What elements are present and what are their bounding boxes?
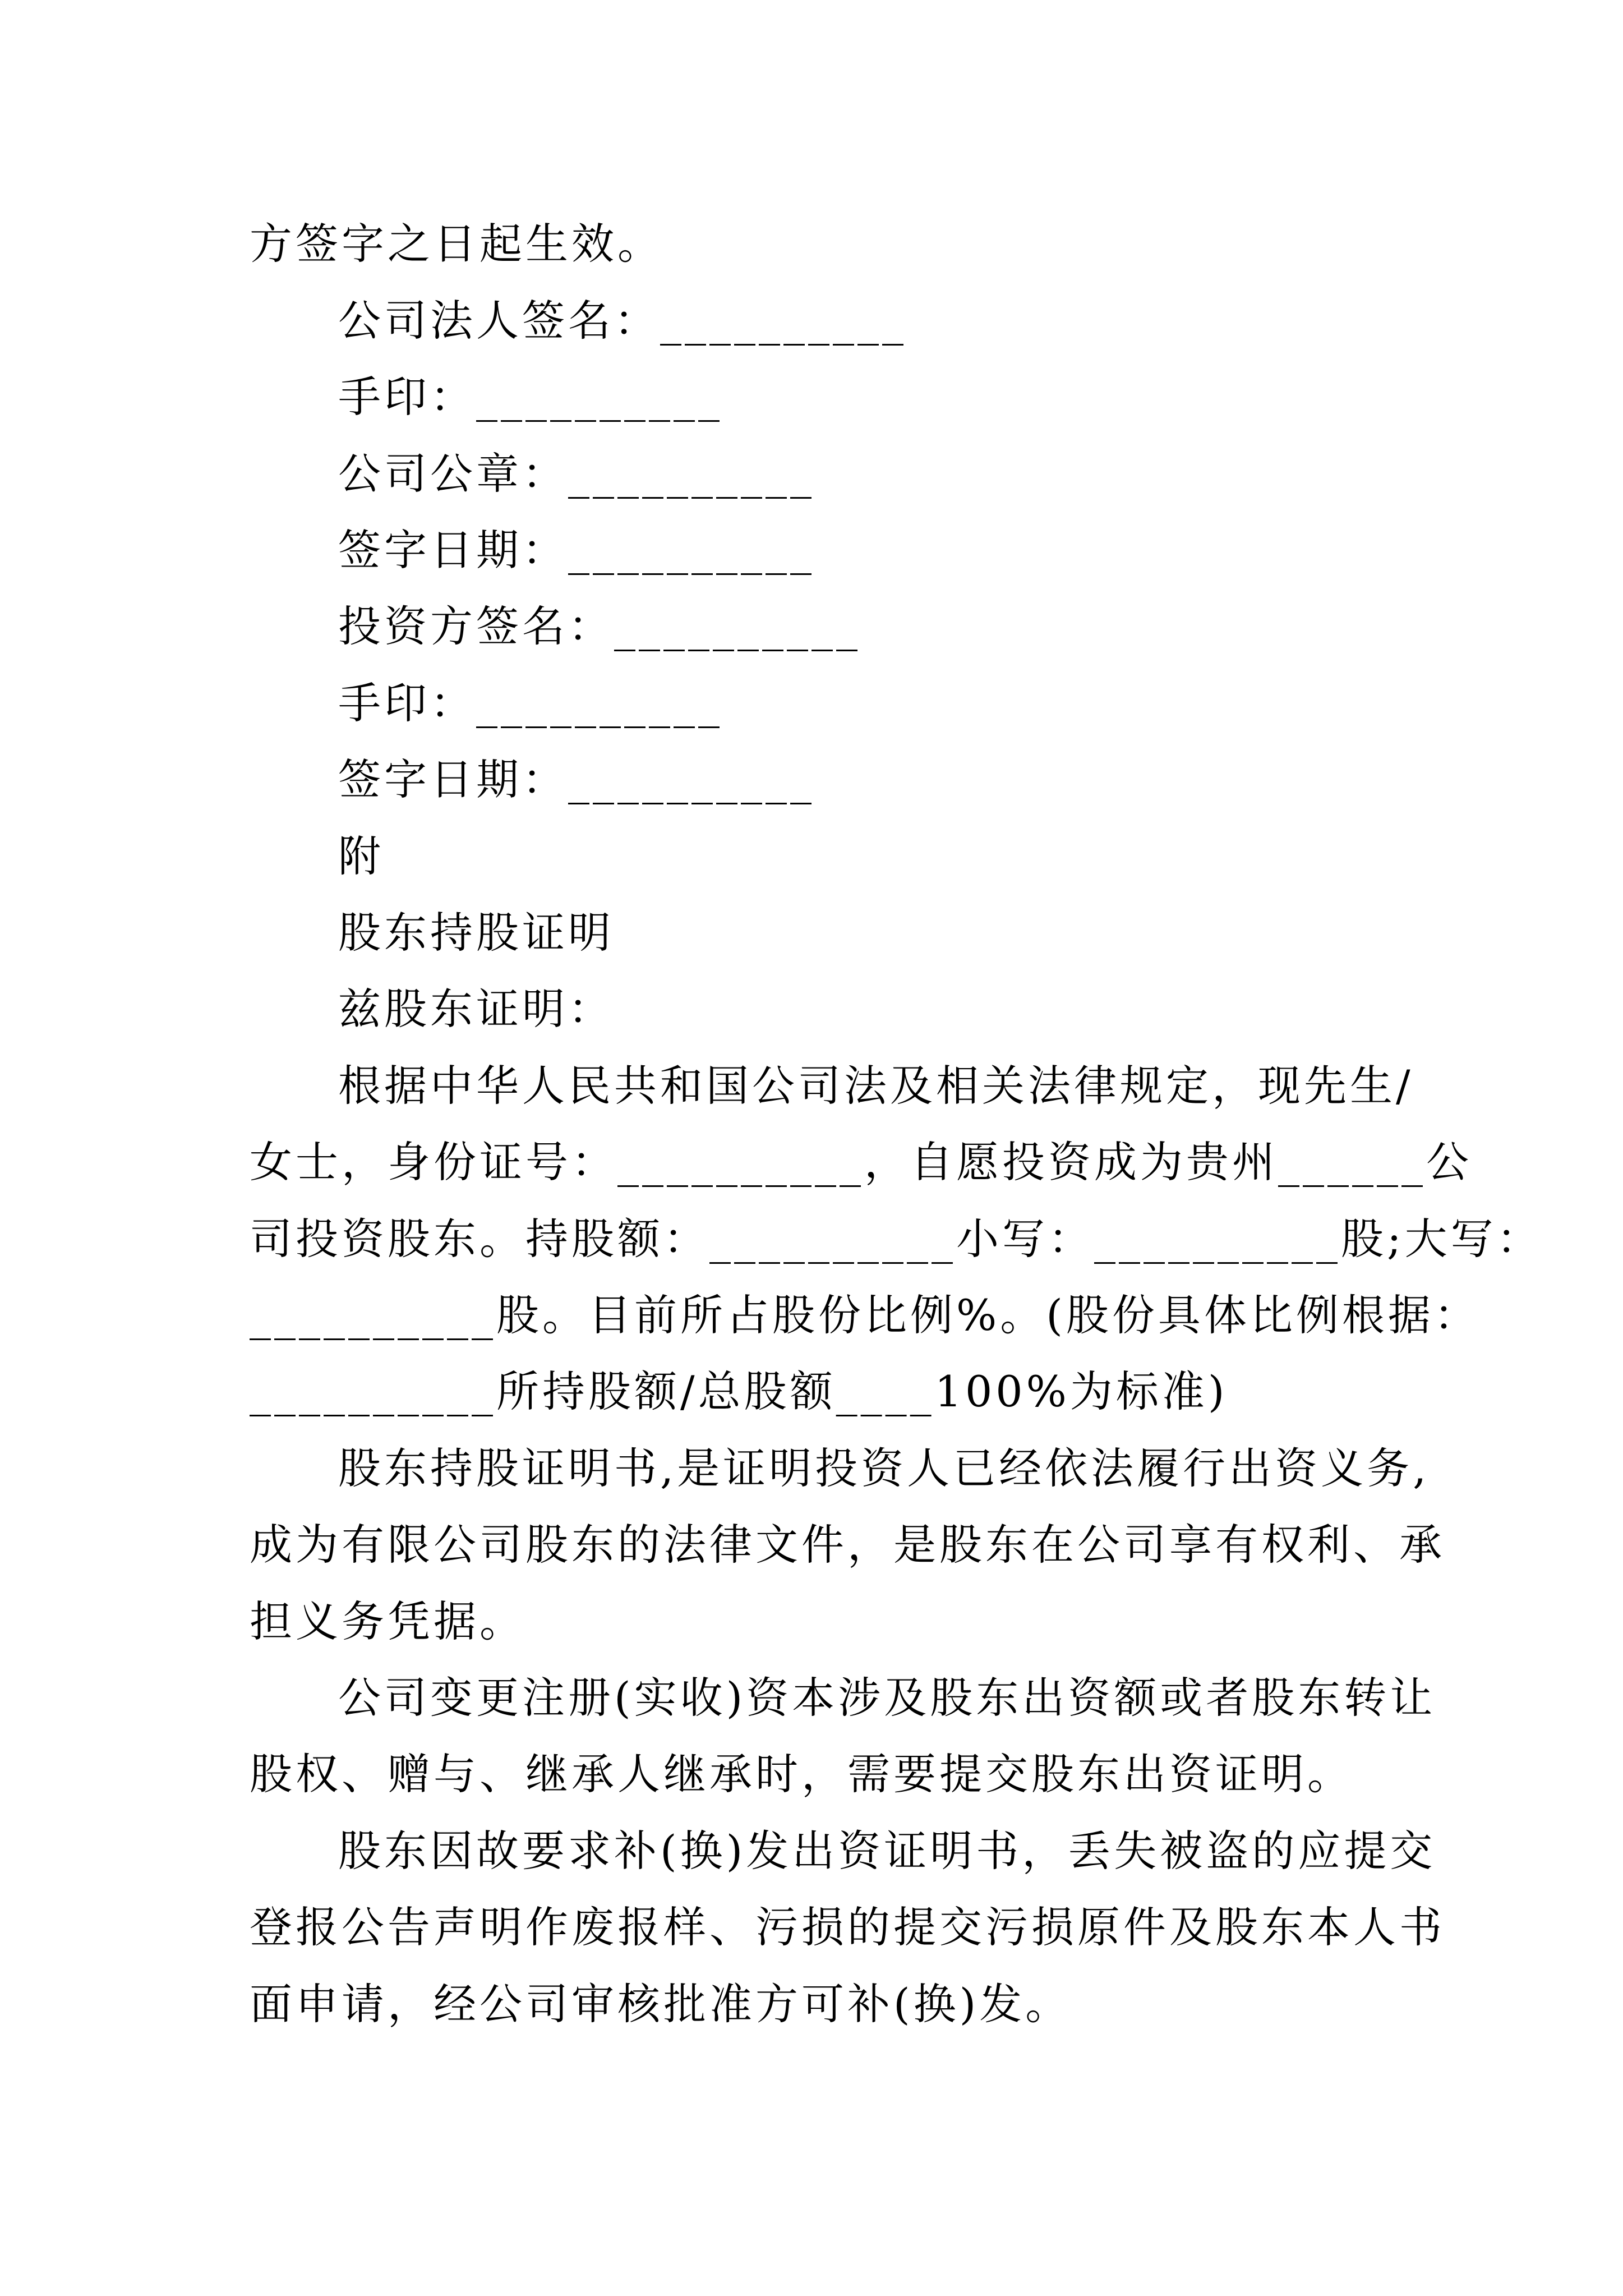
text-line: 担义务凭据。	[250, 1596, 525, 1646]
text-line: 根据中华人民共和国公司法及相关法律规定，现先生/	[338, 1061, 1414, 1111]
company-fingerprint-line: 手印：__________	[338, 372, 723, 422]
text-line: 方签字之日起生效。	[250, 219, 663, 269]
certificate-opening: 兹股东证明：	[338, 984, 614, 1034]
company-seal-line: 公司公章：__________	[338, 449, 815, 499]
company-sign-date-line: 签字日期：__________	[338, 525, 815, 575]
text-line: __________所持股额/总股额____100%为标准)	[250, 1366, 1228, 1416]
text-line: 成为有限公司股东的法律文件，是股东在公司享有权利、承	[250, 1520, 1445, 1570]
text-line: 股东因故要求补(换)发出资证明书，丢失被盗的应提交	[338, 1826, 1436, 1876]
investor-signature-line: 投资方签名：__________	[338, 601, 861, 651]
text-line: 面申请，经公司审核批准方可补(换)发。	[250, 1979, 1072, 2029]
section-title: 股东持股证明	[338, 908, 614, 958]
appendix-label: 附	[338, 831, 384, 881]
text-line: 公司变更注册(实收)资本涉及股东出资额或者股东转让	[338, 1673, 1436, 1723]
text-line: 登报公告声明作废报样、污损的提交污损原件及股东本人书	[250, 1902, 1445, 1952]
investor-sign-date-line: 签字日期：__________	[338, 754, 815, 804]
company-legal-signature-line: 公司法人签名：__________	[338, 296, 907, 346]
text-line: 股东持股证明书,是证明投资人已经依法履行出资义务,	[338, 1443, 1430, 1493]
text-line: 司投资股东。持股额：__________小写：__________股;大写：	[250, 1214, 1543, 1264]
text-line: 股权、赠与、继承人继承时，需要提交股东出资证明。	[250, 1749, 1353, 1799]
text-line: __________股。目前所占股份比例%。(股份具体比例根据：	[250, 1290, 1480, 1340]
text-line: 女士，身份证号：__________，自愿投资成为贵州______公	[250, 1137, 1472, 1187]
investor-fingerprint-line: 手印：__________	[338, 678, 723, 728]
